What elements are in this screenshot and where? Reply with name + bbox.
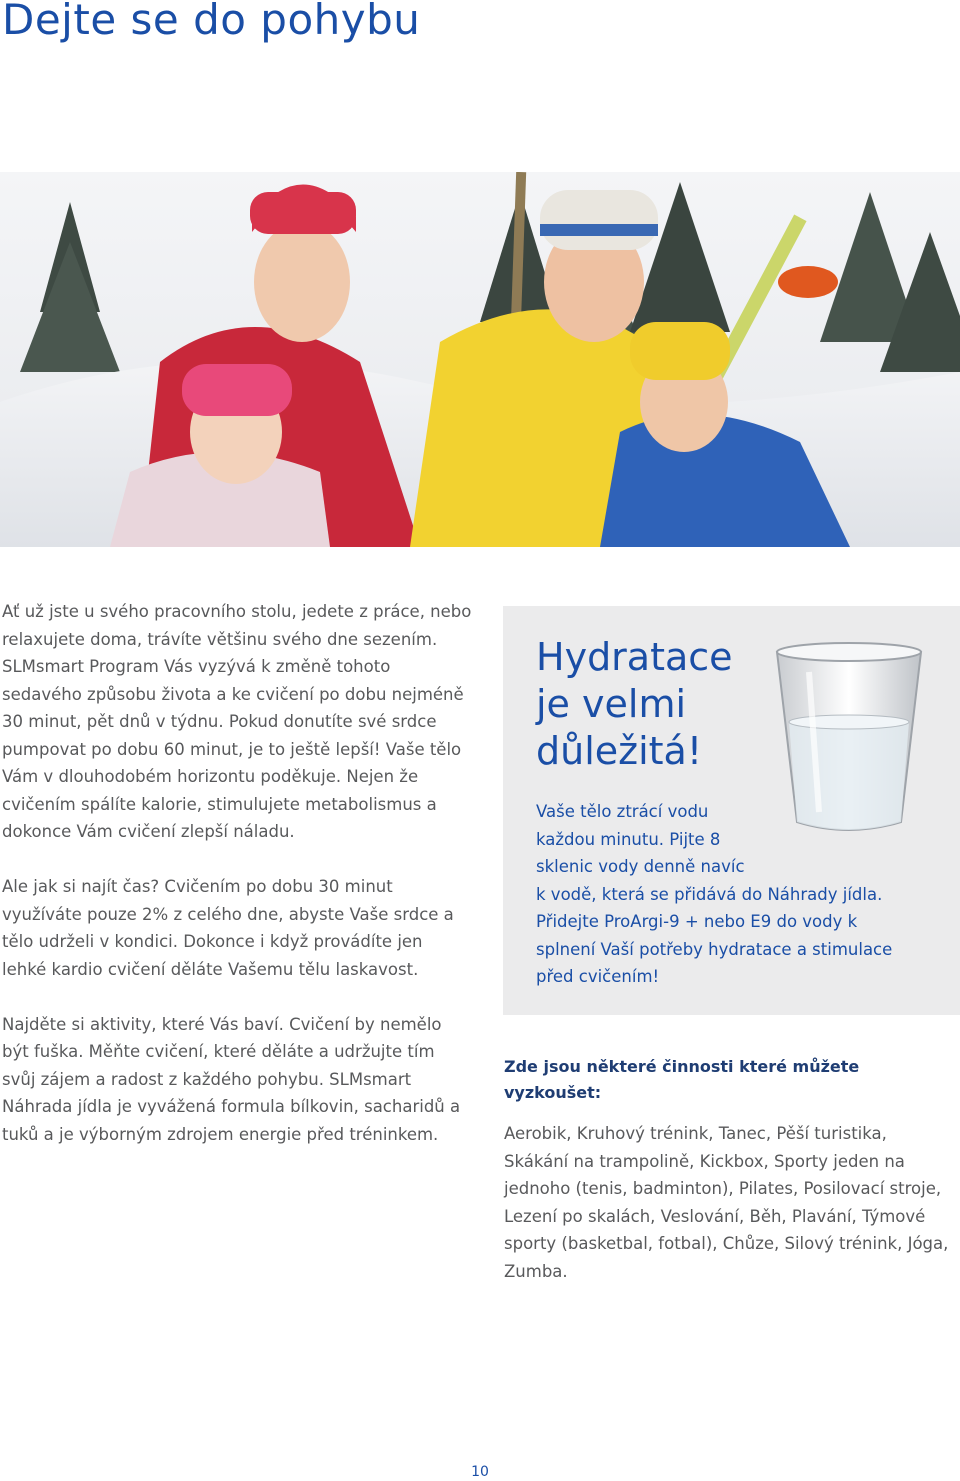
activities-section [504, 1054, 954, 1285]
hydration-text-line: k vodě, která se přidává do Náhrady jídla. [536, 884, 883, 904]
hydration-title-line: důležitá! [536, 729, 703, 773]
family-photo-illustration [0, 172, 960, 547]
hydration-text-line: každou minutu. Pijte 8 [536, 829, 721, 849]
activities-list: Aerobik, Kruhový trénink, Tanec, Pěší turistika, Skákání na trampolině, Kickbox, Sporty jeden na jednoho (tenis, badminton), Pilates, Posilovací stroje, Lezení po skalách, Veslování, Běh, Plavání, Týmové sporty (basketbal, fotbal), Chůze, Silový trénink, Jóga, Zumba. [504, 1124, 949, 1281]
family-photo [0, 172, 960, 547]
hydration-title [536, 634, 776, 775]
hydration-text-line: Přidejte ProArgi-9 + nebo E9 do vody k [536, 912, 858, 931]
hydration-text-line: splnení Vaší potřeby hydratace a stimulace [536, 939, 893, 959]
page-title: Dejte se do pohybu [2, 0, 421, 44]
hydration-title-line: Hydratace [536, 635, 733, 679]
paragraph: Ale jak si najít čas? Cvičením po dobu 30 minut využíváte pouze 2% z celého dne, abyste Vaše srdce a tělo udrželi v kondici. Dokonce i když provádíte jen lehké kardio cvičení děláte Vašemu tělu laskavost. [2, 877, 454, 979]
page-number: 10 [471, 1464, 489, 1480]
paragraph: Ať už jste u svého pracovního stolu, jedete z práce, nebo relaxujete doma, trávíte většinu svého dne sezením. SLMsmart Program Vás vyzývá k změně tohoto sedavého způsobu života a ke cvičení po dobu nejméně 30 minut, pět dnů v týdnu. Pokud donutíte své srdce pumpovat po dobu 60 minut, je to ještě lepší! Vaše tělo Vám v dlouhodobém horizontu poděkuje. Nejen že cvičením spálíte kalorie, stimulujete metabolismus a dokonce Vám cvičení zlepší náladu. [2, 602, 472, 841]
hydration-text-line: sklenic vody denně navíc [536, 857, 745, 876]
hydration-text-line: Vaše tělo ztrácí vodu [536, 802, 709, 821]
activities-heading: Zde jsou některé činnosti které můžete vyzkoušet: [504, 1057, 860, 1102]
intro-text [2, 598, 472, 1176]
hydration-text [536, 798, 936, 991]
paragraph: Najděte si aktivity, které Vás baví. Cvičení by nemělo být fuška. Měňte cvičení, které děláte a udržujte tím svůj zájem a radost z každého pohybu. SLMsmart Náhrada jídla je vyvážená formula bílkovin, sacharidů a tuků a je výborným zdrojem energie před tréninkem. [2, 1014, 461, 1144]
hydration-text-line: před cvičením! [536, 967, 660, 986]
hydration-title-line: je velmi [536, 682, 687, 726]
hydration-panel [503, 606, 960, 1015]
